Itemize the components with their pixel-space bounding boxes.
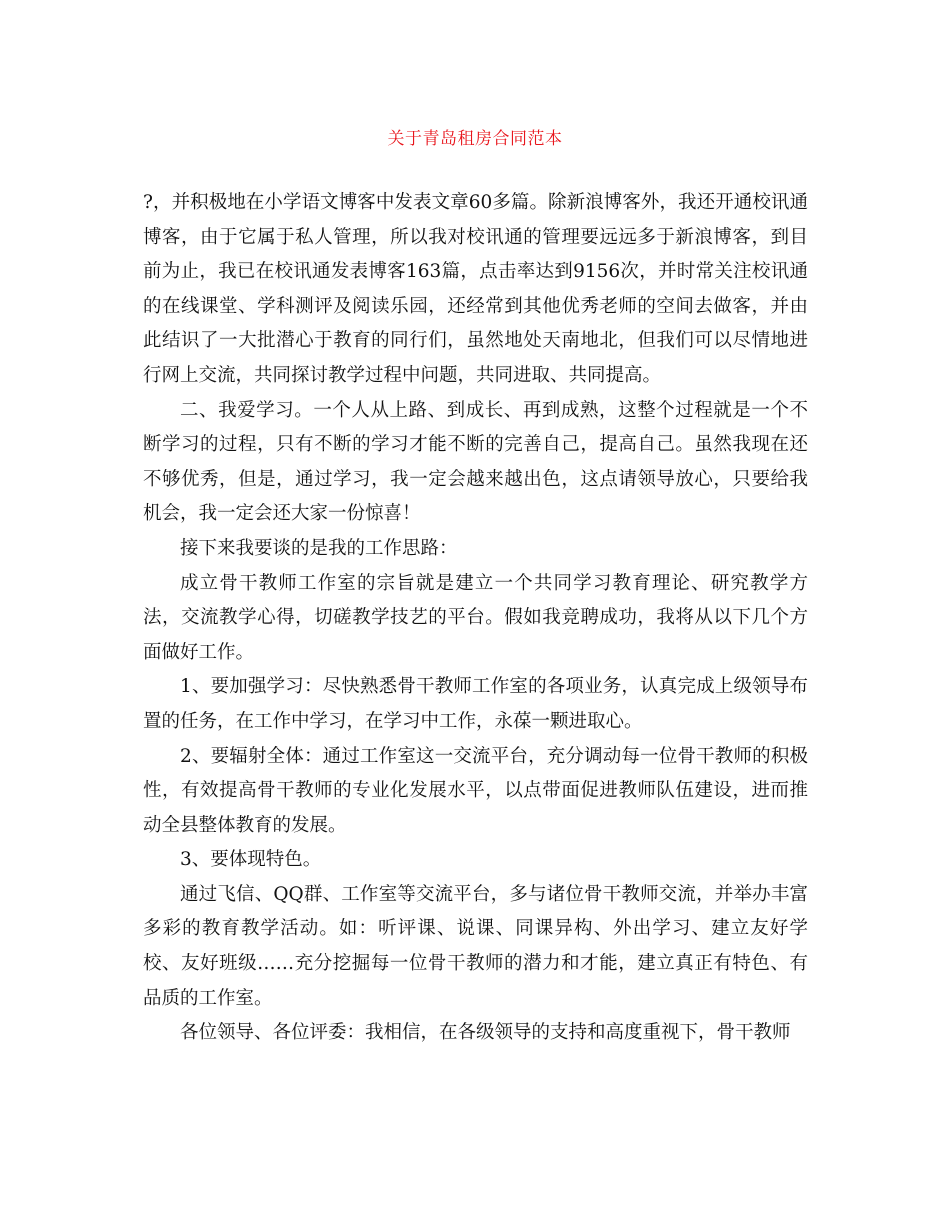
paragraph-3: 接下来我要谈的是我的工作思路： xyxy=(180,537,458,559)
paragraph-8: 通过飞信、QQ群、工作室等交流平台，多与诸位骨干教师交流，并举办丰富多彩的教育教学活动。如：听评课、说课、同课异构、外出学习、建立友好学校、友好班级……充分挖掘每一位骨干教师的潜力和才能，建立真正有特色、有品质的工作室。 xyxy=(143,883,808,1009)
document-title: 关于青岛租房合同范本 xyxy=(387,129,563,149)
paragraph-1: ?，并积极地在小学语文博客中发表文章60多篇。除新浪博客外，我还开通校讯通博客，由于它属于私人管理，所以我对校讯通的管理要远远多于新浪博客，到目前为止，我已在校讯通发表博客163篇，点击率达到9156次，并时常关注校讯通的在线课堂、学科测评及阅读乐园，还经常到其他优秀老师的空间去做客，并由此结识了一大批潜心于教育的同行们，虽然地处天南地北，但我们可以尽情地进行网上交流，共同探讨教学过程中问题，共同进取、共同提高。 xyxy=(143,192,808,386)
document-body xyxy=(143,186,808,1051)
paragraph-5: 1、要加强学习：尽快熟悉骨干教师工作室的各项业务，认真完成上级领导布置的任务，在工作中学习，在学习中工作，永葆一颗进取心。 xyxy=(143,676,808,732)
paragraph-9: 各位领导、各位评委：我相信，在各级领导的支持和高度重视下，骨干教师 xyxy=(180,1022,791,1044)
paragraph-6: 2、要辐射全体：通过工作室这一交流平台，充分调动每一位骨干教师的积极性，有效提高骨干教师的专业化发展水平，以点带面促进教师队伍建设，进而推动全县整体教育的发展。 xyxy=(143,745,808,836)
paragraph-4: 成立骨干教师工作室的宗旨就是建立一个共同学习教育理论、研究教学方法，交流教学心得，切磋教学技艺的平台。假如我竞聘成功，我将从以下几个方面做好工作。 xyxy=(143,572,808,663)
paragraph-2: 二、我爱学习。一个人从上路、到成长、再到成熟，这整个过程就是一个不断学习的过程，只有不断的学习才能不断的完善自己，提高自己。虽然我现在还不够优秀，但是，通过学习，我一定会越来越出色，这点请领导放心，只要给我机会，我一定会还大家一份惊喜！ xyxy=(143,399,808,525)
paragraph-7: 3、要体现特色。 xyxy=(180,849,322,871)
